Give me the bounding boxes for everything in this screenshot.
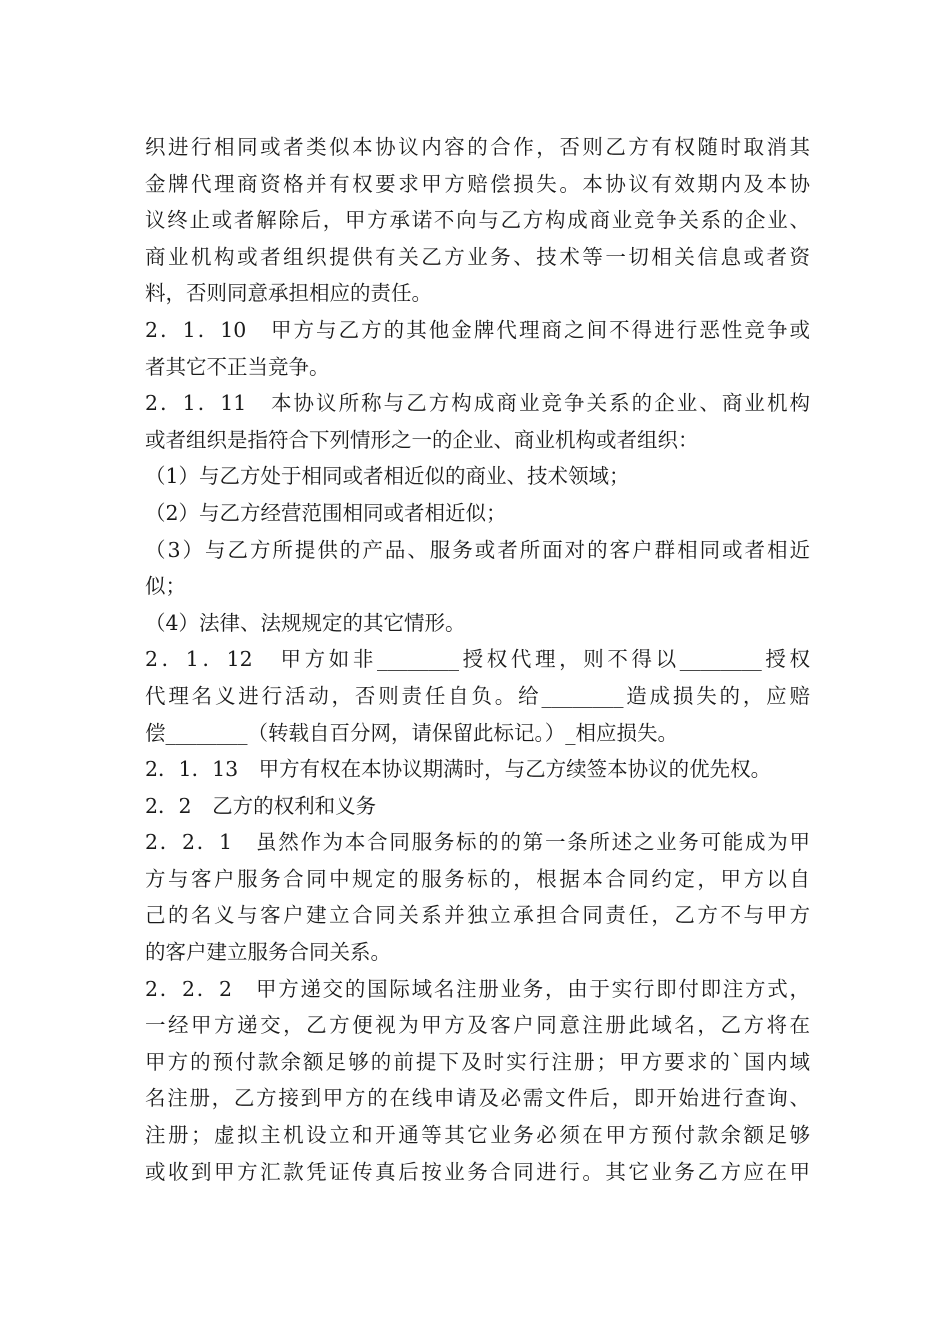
clause-heading: 2．2．1 虽然作为本合同服务标的的第一条所述之业务可能成为甲 <box>145 830 810 855</box>
text-line: 或者组织是指符合下列情形之一的企业、商业机构或者组织： <box>145 427 699 452</box>
text-line: 一经甲方递交，乙方便视为甲方及客户同意注册此域名，乙方将在 <box>145 1013 810 1038</box>
text-line: 代理名义进行活动，否则责任自负。给________造成损失的，应赔 <box>145 683 810 708</box>
text-line: 甲方的预付款余额足够的前提下及时实行注册；甲方要求的`国内域 <box>145 1049 810 1074</box>
document-body <box>145 129 810 1190</box>
text-line: 议终止或者解除后，甲方承诺不向与乙方构成商业竞争关系的企业、 <box>145 208 810 233</box>
text-line: 金牌代理商资格并有权要求甲方赔偿损失。本协议有效期内及本协 <box>145 171 810 196</box>
clause-heading: 2．1．10 甲方与乙方的其他金牌代理商之间不得进行恶性竞争或 <box>145 317 810 342</box>
text-line: 己的名义与客户建立合同关系并独立承担合同责任，乙方不与甲方 <box>145 903 810 928</box>
text-line: 名注册，乙方接到甲方的在线申请及必需文件后，即开始进行查询、 <box>145 1086 810 1111</box>
section-heading: 2．2 乙方的权利和义务 <box>145 793 377 818</box>
list-item: （2）与乙方经营范围相同或者相近似； <box>145 500 507 525</box>
text-line: 者其它不正当竞争。 <box>145 354 330 379</box>
text-line: 料，否则同意承担相应的责任。 <box>145 281 432 306</box>
text-line: 商业机构或者组织提供有关乙方业务、技术等一切相关信息或者资 <box>145 244 810 269</box>
text-line: 注册；虚拟主机设立和开通等其它业务必须在甲方预付款余额足够 <box>145 1123 810 1148</box>
clause-heading: 2．2．2 甲方递交的国际域名注册业务，由于实行即付即注方式， <box>145 976 810 1001</box>
clause-heading: 2．1．11 本协议所称与乙方构成商业竞争关系的企业、商业机构 <box>145 391 810 416</box>
clause-heading: 2．1．12 甲方如非________授权代理，则不得以________授权 <box>145 647 810 672</box>
text-line: 或收到甲方汇款凭证传真后按业务合同进行。其它业务乙方应在甲 <box>145 1159 810 1184</box>
text-line: 方与客户服务合同中规定的服务标的，根据本合同约定，甲方以自 <box>145 866 810 891</box>
list-item: （1）与乙方处于相同或者相近似的商业、技术领域； <box>145 464 630 489</box>
text-line: 织进行相同或者类似本协议内容的合作，否则乙方有权随时取消其 <box>145 135 810 159</box>
text-line: 偿________（转载自百分网，请保留此标记。）_相应损失。 <box>145 720 678 745</box>
list-item: （4）法律、法规规定的其它情形。 <box>145 610 466 635</box>
list-item: （3）与乙方所提供的产品、服务或者所面对的客户群相同或者相近 <box>145 537 810 562</box>
text-line: 的客户建立服务合同关系。 <box>145 940 391 965</box>
clause-heading: 2．1．13 甲方有权在本协议期满时，与乙方续签本协议的优先权。 <box>145 757 772 782</box>
text-line: 似； <box>145 574 186 599</box>
